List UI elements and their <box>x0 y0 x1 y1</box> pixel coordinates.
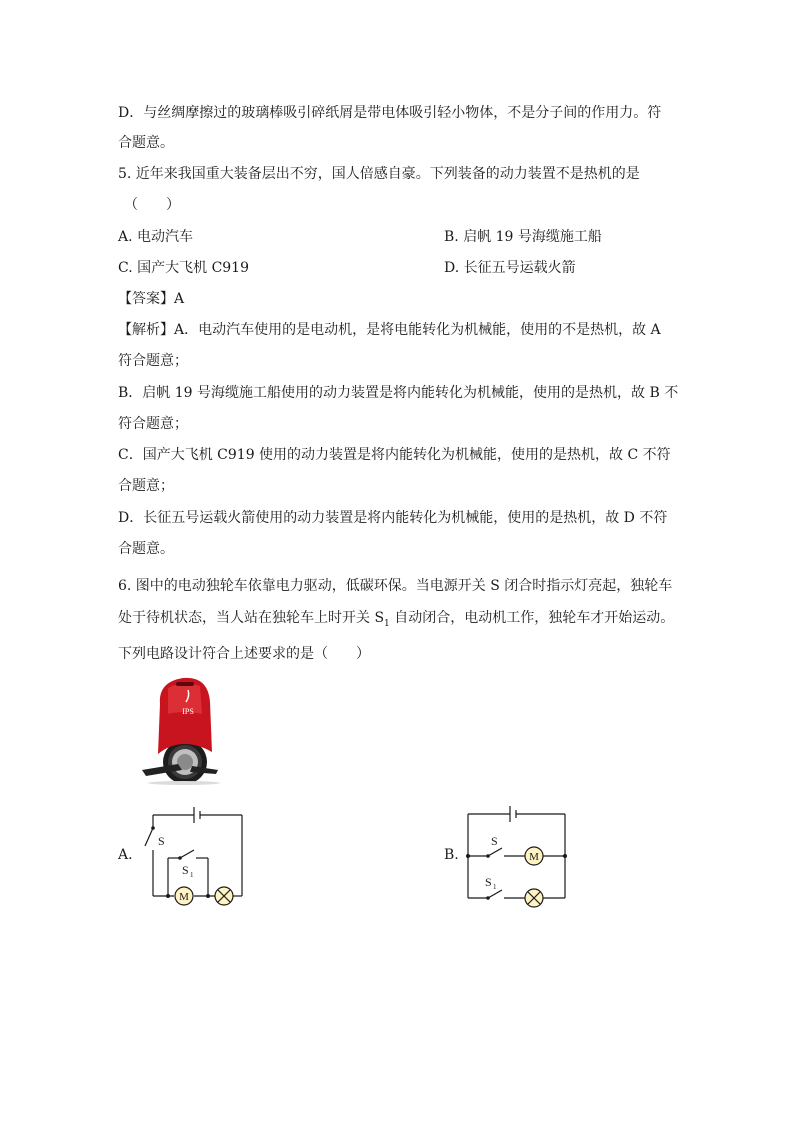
analysis-line: D．长征五号运载火箭使用的动力装置是将内能转化为机械能，使用的是热机，故 D 不符 <box>118 510 668 526</box>
circuit-b-label: B. <box>444 847 459 863</box>
question-5-bracket: （ ） <box>124 197 180 213</box>
question-6-stem <box>118 609 674 633</box>
question-5-stem: 5. 近年来我国重大装备层出不穷，国人倍感自豪。下列装备的动力装置不是热机的是 <box>118 166 640 182</box>
switch-s1-label: S <box>182 863 189 877</box>
subscript: 1 <box>384 618 390 629</box>
analysis-line: 符合题意； <box>118 353 188 369</box>
motor-label: M <box>529 851 539 863</box>
option-d: D. 长征五号运载火箭 <box>444 260 576 276</box>
option-a: A. 电动汽车 <box>118 229 194 245</box>
stem-part: 自动闭合，电动机工作，独轮车才开始运动。 <box>389 610 675 626</box>
unicycle-image <box>138 674 230 786</box>
text-line: 合题意。 <box>118 135 174 151</box>
option-c: C. 国产大飞机 C919 <box>118 260 249 276</box>
analysis-line: 合题意； <box>118 478 174 494</box>
analysis-line: 符合题意； <box>118 416 188 432</box>
switch-s1-sub: 1 <box>190 871 194 879</box>
stem-part: 处于待机状态，当人站在独轮车上时开关 S <box>118 610 385 626</box>
circuit-a-diagram <box>138 800 248 910</box>
motor-label: M <box>179 891 189 903</box>
switch-s-label: S <box>158 834 165 848</box>
option-b: B. 启帆 19 号海缆施工船 <box>444 229 602 245</box>
circuit-b-diagram <box>462 800 574 910</box>
unicycle-logo: IPS <box>182 707 194 716</box>
switch-s1-sub: 1 <box>493 883 497 891</box>
text-line: D．与丝绸摩擦过的玻璃棒吸引碎纸屑是带电体吸引轻小物体，不是分子间的作用力。符 <box>118 105 662 121</box>
switch-s1-label: S <box>485 875 492 889</box>
analysis-line: 【解析】A．电动汽车使用的是电动机，是将电能转化为机械能，使用的不是热机，故 A <box>118 322 661 338</box>
switch-s-label: S <box>491 834 498 848</box>
question-6-prompt: 下列电路设计符合上述要求的是（ ） <box>118 646 370 662</box>
circuit-a-label: A. <box>118 847 133 863</box>
question-6-stem: 6. 图中的电动独轮车依靠电力驱动，低碳环保。当电源开关 S 闭合时指示灯亮起，独轮车 <box>118 578 673 594</box>
analysis-line: B．启帆 19 号海缆施工船使用的动力装置是将内能转化为机械能，使用的是热机，故 B 不 <box>118 385 679 401</box>
answer: 【答案】A <box>118 291 185 307</box>
analysis-line: 合题意。 <box>118 541 174 557</box>
analysis-line: C．国产大飞机 C919 使用的动力装置是将内能转化为机械能，使用的是热机，故 C 不符 <box>118 447 671 463</box>
